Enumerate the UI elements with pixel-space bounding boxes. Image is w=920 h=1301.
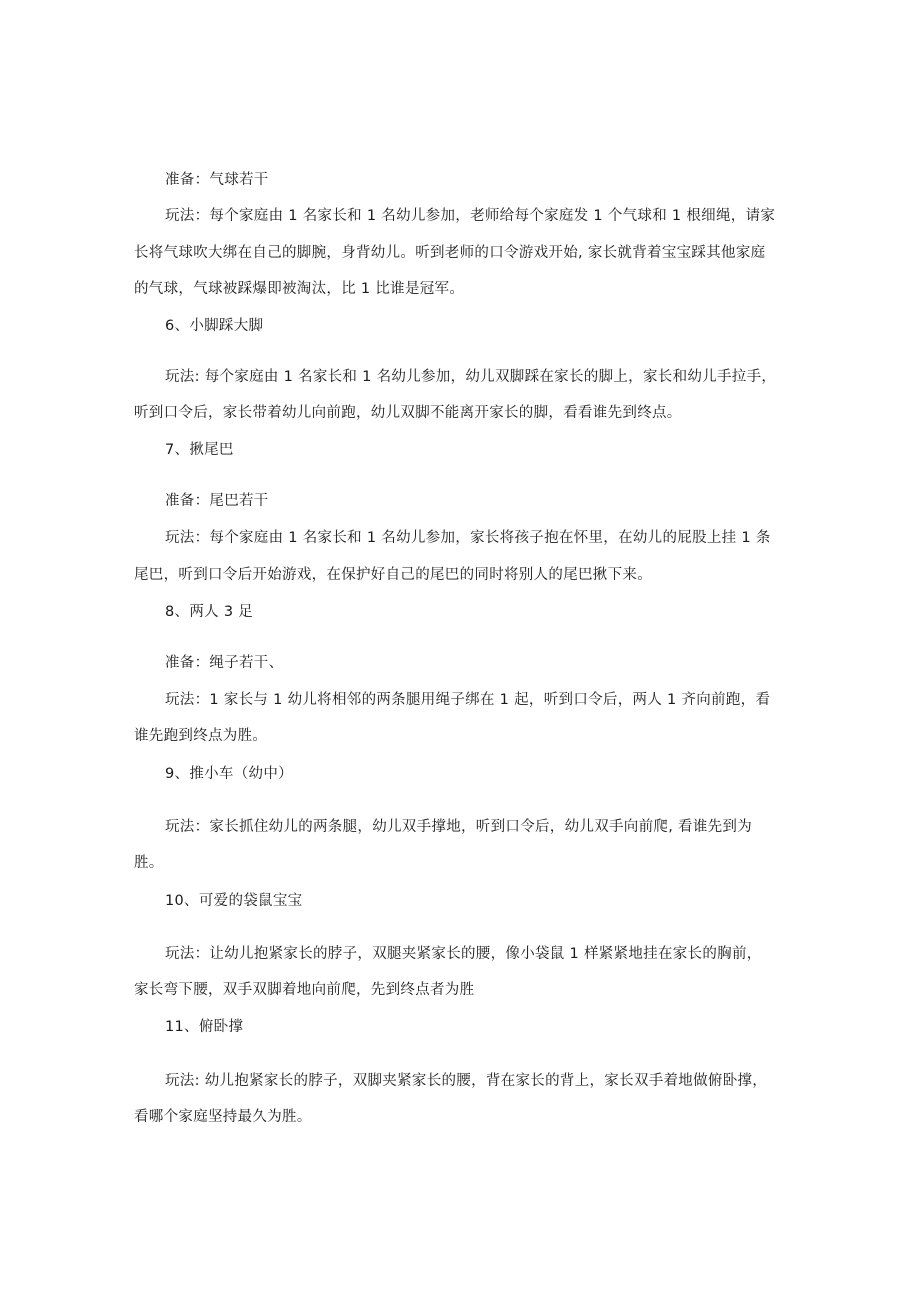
rule-balloon-line-2: 长将气球吹大绑在自己的脚腕，身背幼儿。听到老师的口令游戏开始, 家长就背着宝宝踩其他家庭 <box>134 245 766 261</box>
rule-three-legs-line-1: 玩法：1 家长与 1 幼儿将相邻的两条腿用绳子绑在 1 起，听到口令后，两人 1 齐向前跑，看 <box>165 692 771 708</box>
section-heading-8: 8、两人 3 足 <box>165 604 254 620</box>
rule-wheelbarrow-line-2: 胜。 <box>134 855 164 871</box>
rule-kangaroo-line-1: 玩法：让幼儿抱紧家长的脖子，双腿夹紧家长的腰，像小袋鼠 1 样紧紧地挂在家长的胸前， <box>165 946 762 962</box>
rule-tail-line-1: 玩法：每个家庭由 1 名家长和 1 名幼儿参加，家长将孩子抱在怀里，在幼儿的屁股上挂 1 条 <box>165 530 771 546</box>
prep-rope: 准备：绳子若干、 <box>165 655 284 671</box>
prep-tail: 准备：尾巴若干 <box>165 493 269 509</box>
rule-small-feet-line-1: 玩法: 每个家庭由 1 名家长和 1 名幼儿参加，幼儿双脚踩在家长的脚上，家长和幼儿手拉手， <box>165 369 777 385</box>
section-heading-11: 11、俯卧撑 <box>165 1019 244 1035</box>
rule-wheelbarrow-line-1: 玩法：家长抓住幼儿的两条腿，幼儿双手撑地，听到口令后，幼儿双手向前爬, 看谁先到为 <box>165 819 753 835</box>
section-heading-7: 7、揪尾巴 <box>165 442 234 458</box>
rule-pushup-line-2: 看哪个家庭坚持最久为胜。 <box>134 1109 312 1125</box>
section-heading-6: 6、小脚踩大脚 <box>165 318 264 334</box>
prep-balloon: 准备：气球若干 <box>165 172 269 188</box>
section-heading-10: 10、可爱的袋鼠宝宝 <box>165 893 303 909</box>
rule-three-legs-line-2: 谁先跑到终点为胜。 <box>134 728 268 744</box>
rule-small-feet-line-2: 听到口令后，家长带着幼儿向前跑，幼儿双脚不能离开家长的脚，看看谁先到终点。 <box>134 405 682 421</box>
rule-balloon-line-1: 玩法：每个家庭由 1 名家长和 1 名幼儿参加，老师给每个家庭发 1 个气球和 1 根细绳，请家 <box>165 208 776 224</box>
rule-balloon-line-3: 的气球，气球被踩爆即被淘汰，比 1 比谁是冠军。 <box>134 281 465 297</box>
section-heading-9: 9、推小车（幼中） <box>165 766 293 782</box>
rule-pushup-line-1: 玩法: 幼儿抱紧家长的脖子，双脚夹紧家长的腰，背在家长的背上，家长双手着地做俯卧撑， <box>165 1073 768 1089</box>
rule-tail-line-2: 尾巴，听到口令后开始游戏，在保护好自己的尾巴的同时将别人的尾巴揪下来。 <box>134 567 652 583</box>
rule-kangaroo-line-2: 家长弯下腰，双手双脚着地向前爬，先到终点者为胜 <box>134 982 475 998</box>
